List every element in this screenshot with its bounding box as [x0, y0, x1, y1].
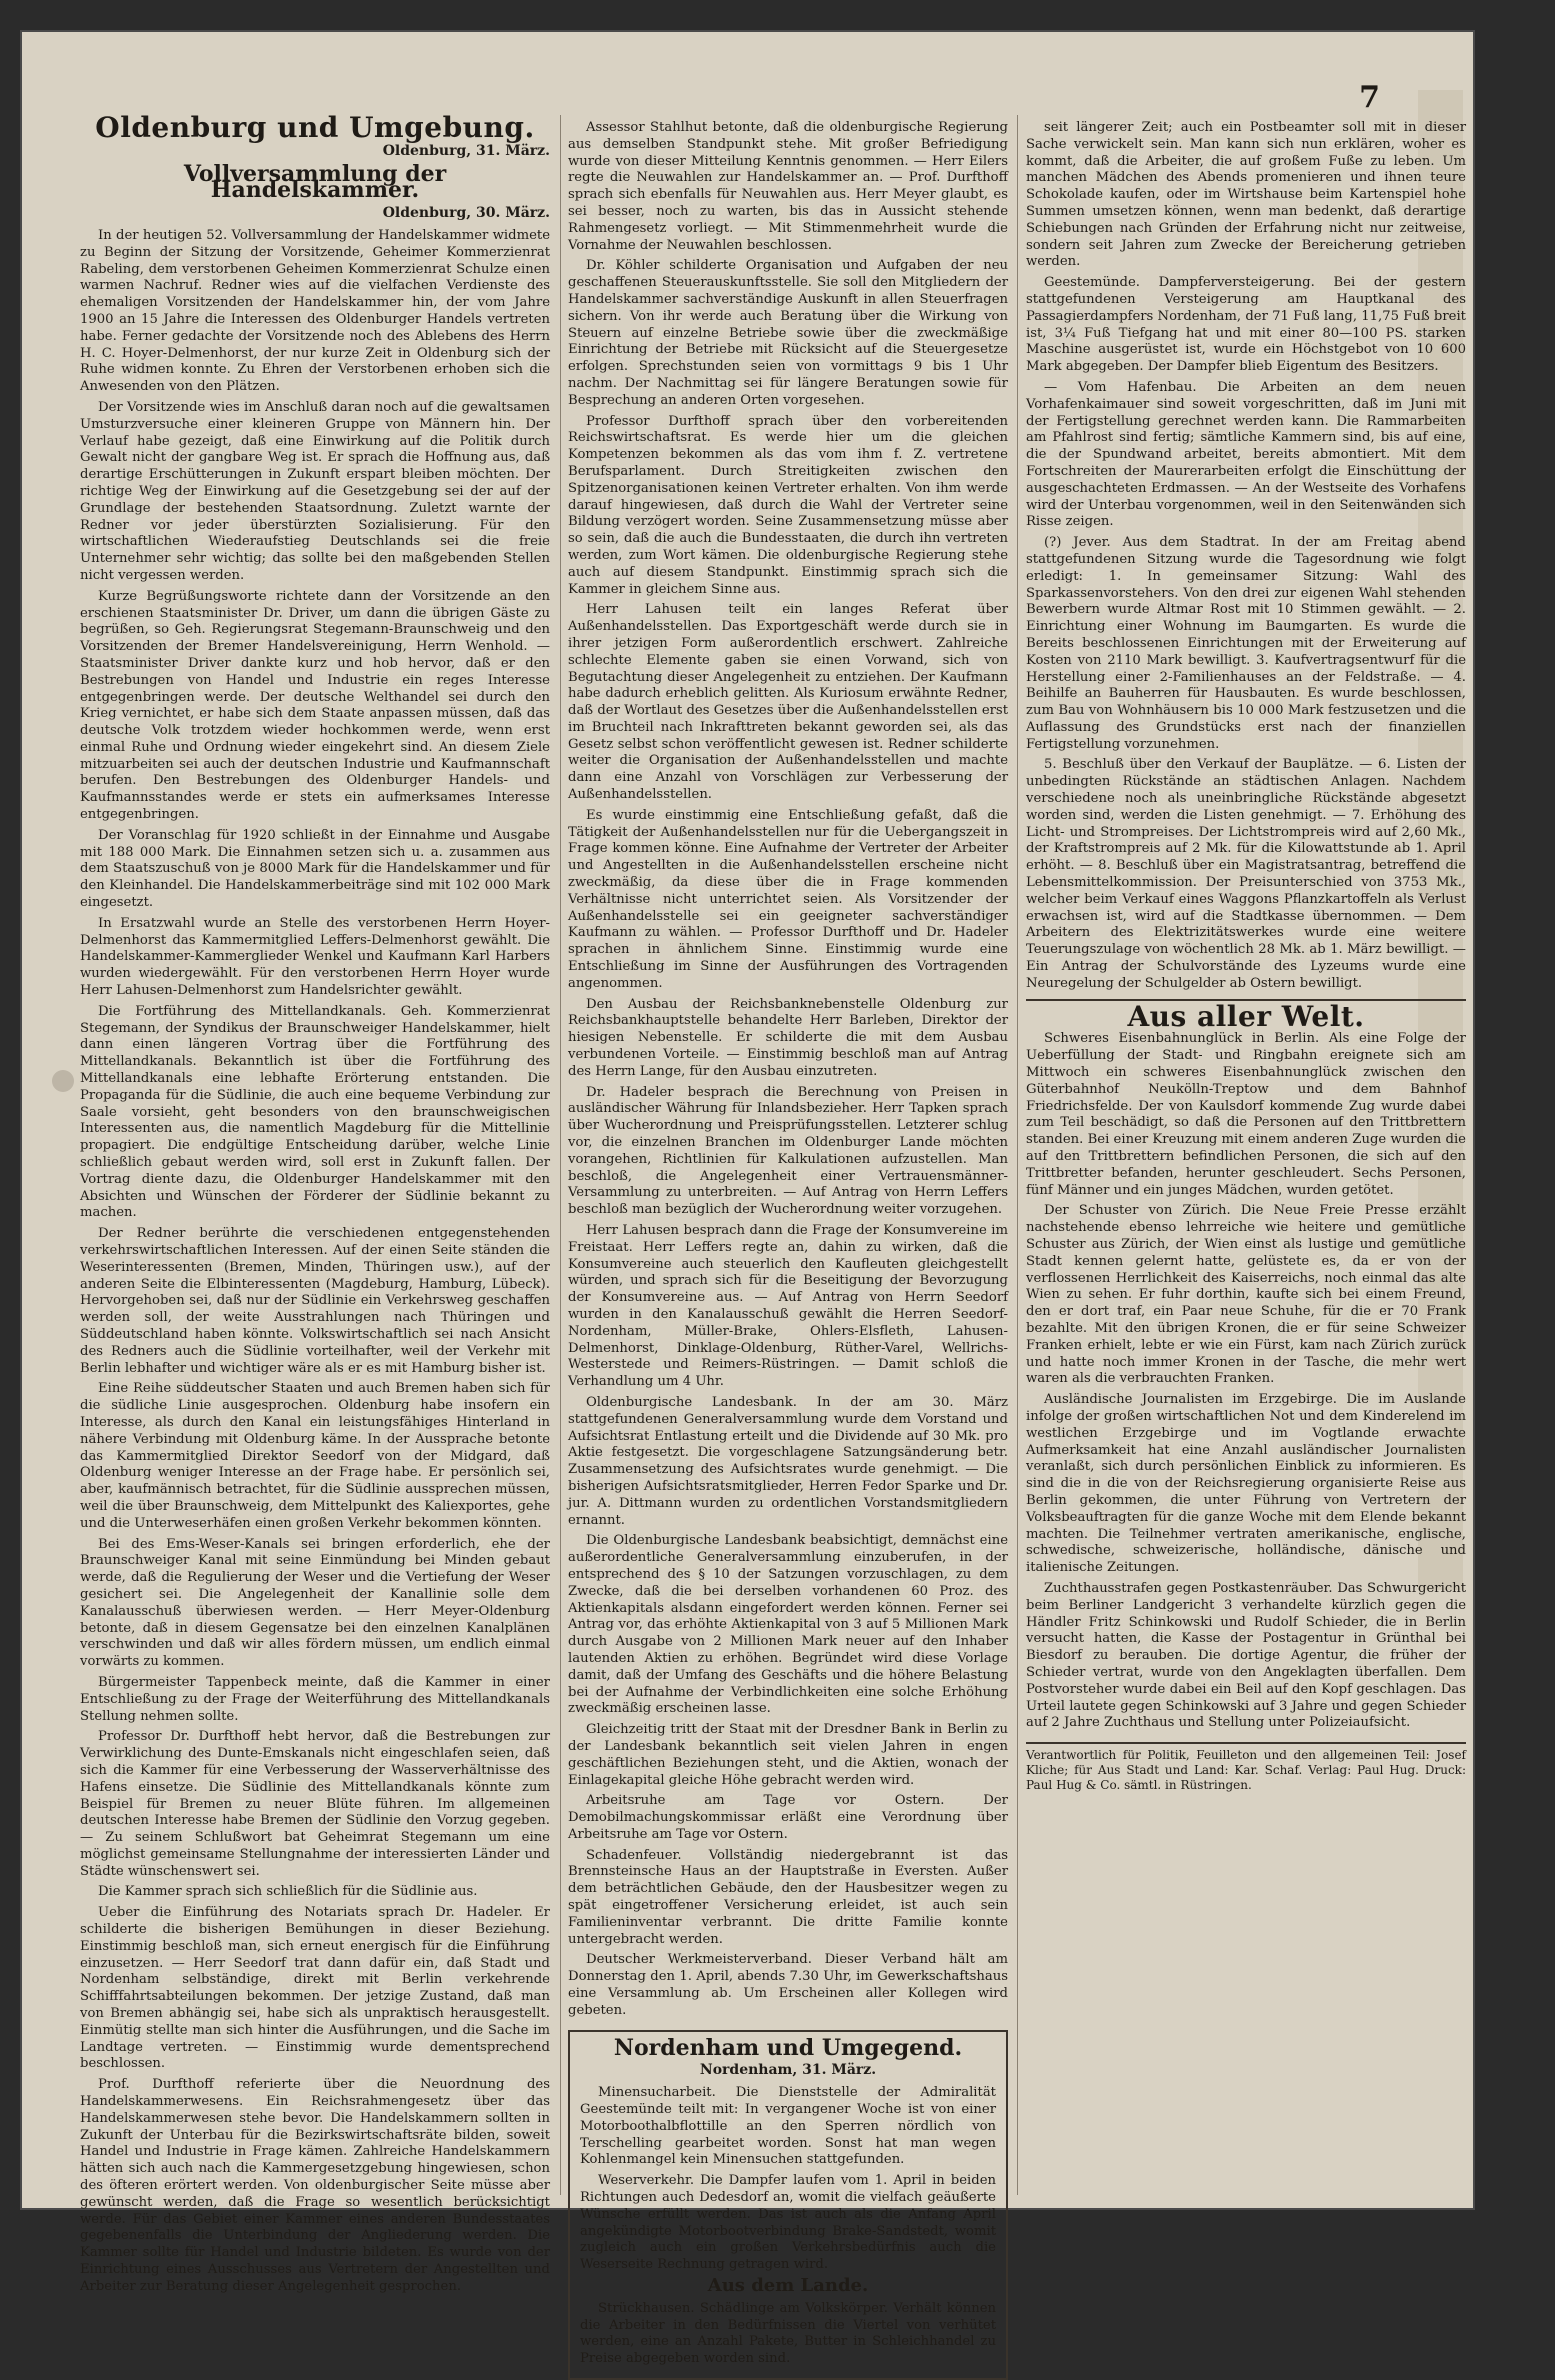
- paragraph: Die Fortführung des Mittellandkanals. Geh. Kommerzienrat Stegemann, der Syndikus der Braunschweiger Handelskammer, hielt dann einen längeren Vortrag über die Fortführung des Mittellandkanals. Bekanntlich ist über die Fortführung des Mittellandkanals eine lebhafte Erörterung entstanden. Die Propaganda für die Südlinie, die auch eine bequeme Verbindung zur Saale vorsieht, geht besonders von den braunschweigischen Interessenten aus, die namentlich Magdeburg für die Mittellinie propagiert. Die endgültige Entscheidung darüber, welche Linie schließlich gebaut werden wird, soll erst in Zukunft fallen. Der Vortrag diente dazu, die Oldenburger Handelskammer mit den Absichten und Wünschen der Förderer der Südlinie bekannt zu machen.: [80, 1003, 550, 1221]
- newspaper-page: [20, 30, 1475, 2367]
- paragraph: Geestemünde. Dampferversteigerung. Bei der gestern stattgefundenen Versteigerung am Hauptkanal des Passagierdampfers Nordenham, der 71 Fuß lang, 11,75 Fuß breit ist, 3¼ Fuß Tiefgang hat und mit einer 80—100 PS. starken Maschine ausgerüstet ist, wurde ein Höchstgebot von 10 600 Mark abgegeben. Der Dampfer blieb Eigentum des Besitzers.: [1026, 275, 1466, 375]
- article-body: [1026, 1031, 1466, 1732]
- paragraph: Gleichzeitig tritt der Staat mit der Dresdner Bank in Berlin zu der Landesbank bekanntlich seit vielen Jahren in engen geschäftlichen Beziehungen steht, und die Aktien, wonach der Einlagekapital gleiche Höhe gebracht werden wird.: [568, 1722, 1008, 1788]
- column-1: [80, 111, 550, 2294]
- paragraph: Herr Lahusen besprach dann die Frage der Konsumvereine im Freistaat. Herr Leffers regte an, dahin zu wirken, daß die Konsumvereine auch steuerlich den Kaufleuten gleichgestellt würden, und sprach sich für die Beseitigung der Bevorzugung der Konsumvereine aus. — Auf Antrag von Herrn Seedorf wurden in den Kanalausschuß gewählt die Herren Seedorf-Nordenham, Müller-Brake, Ohlers-Elsfleth, Lahusen-Delmenhorst, Dinklage-Oldenburg, Rüther-Varel, Wellrichs-Westerstede und Reimers-Rüstringen. — Damit schloß die Verhandlung um 4 Uhr.: [568, 1223, 1008, 1390]
- paragraph: Prof. Durfthoff referierte über die Neuordnung des Handelskammerwesens. Ein Reichsrahmengesetz über das Handelskammerwesen stehe bevor. Die Handelskammern sollten in Zukunft der Unterbau für die Bezirkswirtschaftsräte bilden, soweit Handel und Industrie in Frage kämen. Zahlreiche Handelskammern hätten sich auch nach die Kammergesetzgebung hingewiesen, schon des öfteren erörtert werden. Von oldenburgischer Seite müsse aber gewünscht werden, daß die Frage so wesentlich berücksichtigt werde. Für das Gebiet einer Kammer eines anderen Bundesstaates gegebenenfalls die Unterbindung der Angliederung werden. Die Kammer sollte für Handel und Industrie bildeten. Es wurde von der Einrichtung eines Ausschusses aus Vertretern der Angestellten und Arbeiter zur Beratung dieser Angelegenheit gesprochen.: [80, 2077, 550, 2294]
- paragraph: Eine Reihe süddeutscher Staaten und auch Bremen haben sich für die südliche Linie ausgesprochen. Oldenburg habe insofern ein Interesse, als durch den Kanal ein leistungsfähiges Hinterland in nähere Verbindung mit Oldenburg käme. In der Aussprache betonte das Kammermitglied Direktor Seedorf von der Midgard, daß Oldenburg weniger Interesse an der Frage habe. Er persönlich sei, aber, kaufmännisch betrachtet, für die Südlinie aussprechen müssen, weil die über Braunschweig, dem Mittelpunkt des Kaliexportes, gehe und die Unterweserhäfen einen großen Verkehr bekommen könnten.: [80, 1381, 550, 1531]
- article-body: [580, 2301, 996, 2368]
- paragraph: Bei des Ems-Weser-Kanals sei bringen erforderlich, ehe der Braunschweiger Kanal mit seine Einmündung bei Minden gebaut werde, daß die Regulierung der Weser und die Vertiefung der Weser gesichert sei. Die Angelegenheit der Kanallinie solle dem Kanalausschuß überwiesen werden. — Herr Meyer-Oldenburg betonte, daß in diesem Gegensatze bei den einzelnen Kanalplänen verschwinden und daß wir alles fördern müssen, um endlich einmal vorwärts zu kommen.: [80, 1536, 550, 1670]
- paragraph: Ausländische Journalisten im Erzgebirge. Die im Auslande infolge der großen wirtschaftlichen Not und dem Kinderelend im westlichen Erzgebirge und im Vogtlande erwachte Aufmerksamkeit hat eine Anzahl ausländischer Journalisten veranlaßt, sich durch persönlichen Einblick zu informieren. Es sind die in die von der Reichsregierung organisierte Reise aus Berlin gekommen, die unter Führung von Vertretern der Volksbeauftragten für die ganze Woche mit dem Elende bekannt machten. Die Teilnehmer vertraten amerikanische, englische, schwedische, schweizerische, holländische, dänische und italienische Zeitungen.: [1026, 1392, 1466, 1576]
- paragraph: Dr. Köhler schilderte Organisation und Aufgaben der neu geschaffenen Steuerauskunftsstelle. Sie soll den Mitgliedern der Handelskammer sachverständige Auskunft in allen Steuerfragen sichern. Von ihr werde auch Beratung über die Wirkung von Steuern auf einzelne Betriebe sowie über die zweckmäßige Einrichtung der Betriebe mit Rücksicht auf die Steuergesetze erfolgen. Sprechstunden seien von vormittags 9 bis 1 Uhr nachm. Der Nachmittag sei für längere Beratungen sowie für Besprechung an anderen Orten vorgesehen.: [568, 258, 1008, 408]
- paragraph: Bürgermeister Tappenbeck meinte, daß die Kammer in einer Entschließung zu der Frage der Weiterführung des Mittellandkanals Stellung nehmen sollte.: [80, 1674, 550, 1724]
- article-heading: Vollversammlung der Handelskammer.: [183, 160, 447, 204]
- paragraph: Die Kammer sprach sich schließlich für die Südlinie aus.: [98, 1884, 478, 1900]
- paragraph: Professor Durfthoff sprach über den vorbereitenden Reichswirtschaftsrat. Es werde hier um die gleichen Kompetenzen bekommen als das vom ihm f. Z. vertretene Berufsparlament. Durch Streitigkeiten zwischen den Spitzenorganisationen keinen Vertreter erhalten. Von ihm werde darauf hingewiesen, daß durch die Wahl der Vertreter seine Bildung verzögert worden. Seine Zusammensetzung müsse aber so sein, daß die auch die Bundesstaaten, die durch ihn vertreten werden, zum Wort kämen. Die oldenburgische Regierung stehe auch auf diesem Standpunkt. Einstimmig sprach sich die Kammer in gleichem Sinne aus.: [568, 413, 1008, 597]
- paragraph: Den Ausbau der Reichsbanknebenstelle Oldenburg zur Reichsbankhauptstelle behandelte Herr Barleben, Direktor der hiesigen Nebenstelle. Er schilderte die mit dem Ausbau verbundenen Vorteile. — Einstimmig beschloß man auf Antrag des Herrn Lange, für den Ausbau einzutreten.: [568, 996, 1008, 1079]
- ink-stain: [52, 1070, 74, 1092]
- section-heading: Nordenham und Umgegend.: [613, 2034, 963, 2061]
- paragraph: In der heutigen 52. Vollversammlung der Handelskammer widmete zu Beginn der Sitzung der Vorsitzende, Geheimer Kommerzienrat Rabeling, dem verstorbenen Geheimen Kommerzienrat Schulze einen warmen Nachruf. Redner wies auf die vielfachen Verdienste des ehemaligen Vorsitzenden der Handelskammer hin, der vom Jahre 1900 an 15 Jahre die Interessen des Oldenburger Handels vertreten habe. Ferner gedachte der Vorsitzende noch des Ablebens des Herrn H. C. Hoyer-Delmenhorst, der nur kurze Zeit in Oldenburg sich der Ruhe widmen konnte. Zu Ehren der Verstorbenen erhoben sich die Anwesenden von den Plätzen.: [80, 227, 550, 395]
- page-number: 7: [1359, 80, 1380, 115]
- paragraph: Minensucharbeit. Die Dienststelle der Admiralität Geestemünde teilt mit: In vergangener Woche ist von einer Motorboothalbflottille an den Sperren nördlich von Terschelling gearbeitet worden. Sonst hat man wegen Kohlenmangel kein Minensuchen stattgefunden.: [580, 2085, 996, 2168]
- paragraph: In Ersatzwahl wurde an Stelle des verstorbenen Herrn Hoyer-Delmenhorst das Kammermitglied Leffers-Delmenhorst gewählt. Die Handelskammer-Kammerglieder Wenkel und Kaufmann Karl Harbers wurden wiedergewählt. Für den verstorbenen Herrn Hoyer wurde Herr Lahusen-Delmenhorst zum Handelsrichter gewählt.: [80, 915, 550, 999]
- paragraph: Strückhausen. Schädlinge am Volkskörper. Verhält können die Arbeiter in den Bedürfnissen die Viertel von verhütet werden, eine an Anzahl Pakete, Butter in Schleichhandel zu Preise abgegeben worden sind.: [580, 2300, 996, 2367]
- dateline: Oldenburg, 30. März.: [382, 205, 550, 222]
- paragraph: — Vom Hafenbau. Die Arbeiten an dem neuen Vorhafenkaimauer sind soweit vorgeschritten, daß im Juni mit der Fertigstellung gerechnet werden kann. Die Rammarbeiten am Pfahlrost sind fertig; sämtliche Kammern sind, bis auf eine, die der Spundwand arbeitet, bereits abmontiert. Mit dem Fortschreiten der Maurerarbeiten erfolgt die Einschüttung der ausgeschachteten Erdmassen. — An der Westseite des Vorhafens wird der Unterbau vorgenommen, weil in den Seitenwänden sich Risse zeigen.: [1026, 379, 1466, 530]
- paragraph: Herr Lahusen teilt ein langes Referat über Außenhandelsstellen. Das Exportgeschäft werde durch sie in ihrer jetzigen Form außerordentlich erschwert. Zahlreiche schlechte Elemente gaben sie einen Vorwand, sich von Begutachtung dieser Angelegenheit zu entziehen. Der Kaufmann habe dadurch erheblich gelitten. Als Kuriosum erwähnte Redner, daß der Wortlaut des Gesetzes über die Außenhandelsstellen erst im Bruchteil nach Inkrafttreten bekannt geworden sei, als das Gesetz selbst schon veröffentlicht gewesen ist. Redner schilderte weiter die Organisation der Außenhandelsstellen und machte dann eine Anzahl von Vorschlägen zur Verbesserung der Außenhandelsstellen.: [568, 602, 1008, 803]
- paragraph: (?) Jever. Aus dem Stadtrat. In der am Freitag abend stattgefundenen Sitzung wurde die Tagesordnung wie folgt erledigt: 1. In gemeinsamer Sitzung: Wahl des Sparkassenvorstehers. Von den drei zur eigenen Wahl stehenden Bewerbern wurde Altmar Rost mit 10 Stimmen gewählt. — 2. Einrichtung einer Wohnung im Baumgarten. Es wurde die Bereits beschlossenen Einrichtungen mit der Erweiterung auf Kosten von 2110 Mark bewilligt. 3. Kaufvertragsentwurf für die Herstellung einer 2-Familienhauses an der Feldstraße. — 4. Beihilfe an Bauherren für Hausbauten. Es wurde beschlossen, zum Bau von Wohnhäusern bis 10 000 Mark festzusetzen und die Auflassung des Grundstücks erst nach der finanziellen Fertigstellung vorzunehmen.: [1026, 535, 1466, 752]
- section-heading: Aus aller Welt.: [1127, 999, 1365, 1033]
- paragraph: Der Vorsitzende wies im Anschluß daran noch auf die gewaltsamen Umsturzversuche einer kleineren Gruppe von Männern hin. Der Verlauf habe gezeigt, daß eine Einwirkung auf die Politik durch Gewalt nicht der gangbare Weg ist. Er sprach die Hoffnung aus, daß derartige Erschütterungen in Zukunft erspart bleiben möchten. Der richtige Weg der Einwirkung auf die Gesetzgebung sei der auf der Grundlage der bestehenden Staatsordnung. Zuletzt warnte der Redner vor jeder überstürzten Sozialisierung. Für den wirtschaftlichen Wiederaufstieg Deutschlands sei die freie Unternehmer sehr wichtig; das sollte bei den maßgebenden Stellen nicht vergessen werden.: [80, 399, 550, 583]
- column-2: [568, 120, 1008, 2367]
- article-body: [580, 2085, 996, 2274]
- nordenham-box: [568, 2030, 1008, 2380]
- section-heading: Aus dem Lande.: [707, 2275, 869, 2297]
- paragraph: Die Oldenburgische Landesbank beabsichtigt, demnächst eine außerordentliche Generalversammlung einzuberufen, in der entsprechend des § 10 der Satzungen vorzuschlagen, zu dem Zwecke, daß die bei derselben vorhandenen 60 Proz. des Aktienkapitals alsdann eingefordert werden können. Ferner sei Antrag vor, das erhöhte Aktienkapital von 3 auf 5 Millionen Mark durch Ausgabe von 2 Millionen Mark neuer auf den Inhaber lautenden Aktien zu erhöhen. Begründet wird diese Vorlage damit, daß der Umfang des Geschäfts und die höhere Belastung bei der Aufnahme der Verbindlichkeiten eine solche Erhöhung zweckmäßig erscheinen lasse.: [568, 1533, 1008, 1717]
- column-rule: [560, 115, 561, 2195]
- paragraph: Der Voranschlag für 1920 schließt in der Einnahme und Ausgabe mit 188 000 Mark. Die Einnahmen setzen sich u. a. zusammen aus dem Staatszuschuß von je 8000 Mark für die Handelskammer und für den Kleinhandel. Die Handelskammerbeiträge sind mit 102 000 Mark eingesetzt.: [80, 827, 550, 911]
- paragraph: Zuchthausstrafen gegen Postkastenräuber. Das Schwurgericht beim Berliner Landgericht 3 verhandelte kürzlich gegen die Händler Fritz Schinkowski und Rudolf Schieder, die in Berlin versucht hatten, die Kasse der Postagentur in Grünthal bei Biesdorf zu berauben. Die dortige Agentur, die früher der Schieder vertrat, wurde von den Angeklagten überfallen. Dem Postvorsteher wurde dabei ein Beil auf den Kopf geschlagen. Das Urteil lautete gegen Schinkowski auf 3 Jahre und gegen Schieder auf 2 Jahre Zuchthaus und Stellung unter Polizeiaufsicht.: [1026, 1580, 1466, 1731]
- paragraph: seit längerer Zeit; auch ein Postbeamter soll mit in dieser Sache verwickelt sein. Man kann sich nun erklären, woher es kommt, daß die Arbeiter, die auf großem Fuße zu leben. Um manchen Mädchen des Abends promenieren und ihnen teure Schokolade kaufen, oder im Wirtshause beim Kartenspiel hohe Summen umsetzen können, wenn man bedenkt, daß derartige Schiebungen nach Gründen der Erfahrung nicht nur zeitweise, sondern seit Jahren zum Zwecke der Bereicherung getrieben werden.: [1026, 120, 1466, 270]
- paragraph: 5. Beschluß über den Verkauf der Bauplätze. — 6. Listen der unbedingten Rückstände an städtischen Anlagen. Nachdem verschiedene noch als uneinbringliche Rückstände abgesetzt worden sind, werden die Listen genehmigt. — 7. Erhöhung des Licht- und Strompreises. Der Lichtstrompreis wird auf 2,60 Mk., der Kraftstrompreis auf 2 Mk. für die Kilowattstunde ab 1. April erhöht. — 8. Beschluß über ein Magistratsantrag, betreffend die Lebensmittelkommission. Der Preisunterschied von 3753 Mk., welcher beim Verkauf eines Waggons Pflanzkartoffeln als Verlust erwachsen ist, wird auf die Stadtkasse übernommen. — Dem Arbeitern des Elektrizitätswerkes wurde eine weitere Teuerungszulage von wöchentlich 28 Mk. ab 1. März bewilligt. — Ein Antrag der Schulvorstände des Lyzeums wurde eine Neuregelung der Schulgelder ab Ostern bewilligt.: [1026, 757, 1466, 991]
- paragraph: Weserverkehr. Die Dampfer laufen vom 1. April in beiden Richtungen auch Dedesdorf an, womit die vielfach geäußerte Wünsche erfüllt werden. Das ist auch als die Anfang April angekündigte Motorbootverbindung Brake-Sandstedt, womit zugleich auch ein großen Verkehrsbedürfnis auch die Weserseite Rechnung getragen wird.: [580, 2173, 996, 2273]
- paragraph: Kurze Begrüßungsworte richtete dann der Vorsitzende an den erschienen Staatsminister Dr. Driver, um dann die übrigen Gäste zu begrüßen, so Geh. Regierungsrat Stegemann-Braunschweig und den Vorsitzenden der Bremer Handelsvereinigung, Herrn Wenhold. — Staatsminister Driver dankte kurz und hob hervor, daß er den Bestrebungen von Handel und Industrie ein reges Interesse entgegenbringen werde. Der deutsche Welthandel sei durch den Krieg vernichtet, er habe sich dem Staate anpassen müssen, daß das deutsche Volk trotzdem wieder hochkommen werde, wenn erst einmal Ruhe und Ordnung wieder eingekehrt sind. An diesem Ziele mitzuarbeiten sei auch der deutschen Industrie und Kaufmannschaft berufen. Den Bestrebungen des Oldenburger Handels- und Kaufmannsstandes werde er stets ein aufmerksames Interesse entgegenbringen.: [80, 588, 550, 823]
- paragraph: Der Redner berührte die verschiedenen entgegenstehenden verkehrswirtschaftlichen Interessen. Auf der einen Seite ständen die Weserinteressenten (Bremen, Minden, Thüringen usw.), auf der anderen Seite die Elbinteressenten (Magdeburg, Hamburg, Lübeck). Hervorgehoben sei, daß nur der Südlinie ein Verkehrsweg geschaffen werden soll, der weite Ausstrahlungen nach Thüringen und Süddeutschland haben könnte. Volkswirtschaftlich sei nach Ansicht des Redners auch die Südlinie vorteilhafter, weil der Verkehr mit Berlin lebhafter und wichtiger wäre als er es mit Hamburg bisher ist.: [80, 1226, 550, 1376]
- column-3: [1026, 120, 1466, 2190]
- paragraph: Ueber die Einführung des Notariats sprach Dr. Hadeler. Er schilderte die bisherigen Bemühungen in dieser Beziehung. Einstimmig beschloß man, sich erneut energisch für die Einführung einzusetzen. — Herr Seedorf trat dann dafür ein, daß Stadt und Nordenham selbständige, direkt mit Berlin verkehrende Schifffahrtsabteilungen bekommen. Der jetzige Zustand, daß man von Bremen abhängig sei, habe sich als unpraktisch herausgestellt. Einmütig stellte man sich hinter die Ausführungen, und die Sache im Landtage vertreten. — Einstimmig wurde dementsprechend beschlossen.: [80, 1905, 550, 2072]
- dateline: Nordenham, 31. März.: [699, 2062, 877, 2079]
- article-body: [568, 120, 1008, 2020]
- paragraph: Arbeitsruhe am Tage vor Ostern. Der Demobilmachungskommissar erläßt eine Verordnung über Arbeitsruhe am Tage vor Ostern.: [568, 1793, 1008, 1842]
- article-body: [80, 228, 550, 2296]
- paragraph: Assessor Stahlhut betonte, daß die oldenburgische Regierung aus demselben Standpunkt stehe. Mit großer Befriedigung wurde von dieser Mitteilung Kenntnis genommen. — Herr Eilers regte die Neuwahlen zur Handelskammer an. — Prof. Durfthoff sprach sich ebenfalls für Neuwahlen aus. Herr Meyer glaubt, es sei besser, noch zu warten, bis das in Aussicht stehende Rahmengesetz vorliegt. — Mit Stimmenmehrheit wurde die Vornahme der Neuwahlen beschlossen.: [568, 120, 1008, 253]
- paragraph: Der Schuster von Zürich. Die Neue Freie Presse erzählt nachstehende ebenso lehrreiche wie heitere und gemütliche Schuster aus Zürich, der Wien einst als lustige und gemütliche Stadt kennen gelernt hatte, gelüstete es, da er von der verflossenen Herrlichkeit des Kaiserreichs, noch einmal das alte Wien zu sehen. Er fuhr dorthin, kaufte sich bei einem Freund, den er dort traf, ein Paar neue Schuhe, für die er 70 Frank bezahlte. Mit den übrigen Kronen, die er für seine Schweizer Franken erhielt, lebte er wie ein Fürst, kam nach Zürich zurück und hatte noch immer Kronen in der Tasche, die mehr wert waren als die verbrauchten Franken.: [1026, 1203, 1466, 1387]
- column-rule: [1017, 115, 1018, 2195]
- paragraph: Oldenburgische Landesbank. In der am 30. März stattgefundenen Generalversammlung wurde dem Vorstand und Aufsichtsrat Entlastung erteilt und die Dividende auf 30 Mk. pro Aktie festgesetzt. Die vorgeschlagene Satzungsänderung betr. Zusammensetzung des Aufsichtsrates wurde genehmigt. — Die bisherigen Aufsichtsratsmitglieder, Herren Fedor Sparke und Dr. jur. A. Dittmann wurden zu ordentlichen Vorstandsmitgliedern ernannt.: [568, 1394, 1008, 1528]
- dateline: Oldenburg, 31. März.: [382, 142, 550, 159]
- paragraph: Dr. Hadeler besprach die Berechnung von Preisen in ausländischer Währung für Inlandsbezieher. Herr Tapken sprach über Wucherordnung und Preisprüfungsstellen. Letzterer schlug vor, die einzelnen Branchen im Oldenburger Lande möchten vorangehen, Richtlinien für Kalkulationen aufzustellen. Man beschloß, die Angelegenheit einer Vertrauensmänner-Versammlung zu unterbreiten. — Auf Antrag von Herrn Leffers beschloß man bezüglich der Wucherordnung weiter vorzugehen.: [568, 1084, 1008, 1218]
- paragraph: Professor Dr. Durfthoff hebt hervor, daß die Bestrebungen zur Verwirklichung des Dunte-Emskanals nicht eingeschlafen seien, daß sich die Kammer für eine Verbesserung der Wasserverhältnisse des Hafens einsetze. Die Südlinie des Mittellandkanals könnte zum Beispiel für Bremen zu neuer Blüte führen. Im allgemeinen deutschen Interesse habe Bremen der Südlinie den Vorzug gegeben. — Zu seinem Schlußwort bat Geheimrat Stegemann um eine möglichst gemeinsame Stellungnahme der interessierten Länder und Städte wünschenswert sei.: [80, 1729, 550, 1879]
- paragraph: Deutscher Werkmeisterverband. Dieser Verband hält am Donnerstag den 1. April, abends 7.30 Uhr, im Gewerkschaftshaus eine Versammlung ab. Um Erscheinen aller Kollegen wird gebeten.: [568, 1952, 1008, 2018]
- paragraph: Schweres Eisenbahnunglück in Berlin. Als eine Folge der Ueberfüllung der Stadt- und Ringbahn ereignete sich am Mittwoch ein schweres Eisenbahnunglück zwischen den Güterbahnhof Neukölln-Treptow und dem Bahnhof Friedrichsfelde. Der von Kaulsdorf kommende Zug wurde dabei zum Teil beschädigt, so daß die Personen auf den Trittbrettern standen. Bei einer Kreuzung mit einem anderen Zuge wurden die auf den Trittbrettern befindlichen Personen, die sich auf den Trittbretter befanden, herunter geschleudert. Sechs Personen, fünf Männer und ein junges Mädchen, wurden getötet.: [1026, 1031, 1466, 1198]
- article-body: [1026, 120, 1466, 993]
- paragraph: Es wurde einstimmig eine Entschließung gefaßt, daß die Tätigkeit der Außenhandelsstellen nur für die Uebergangszeit in Frage kommen könne. Eine Aufnahme der Vertreter der Arbeiter und Angestellten in die Außenhandelsstellen erscheine nicht zweckmäßig, da diese über die in Frage kommenden Verhältnisse nicht unterrichtet seien. Als Vorsitzender der Außenhandelsstelle sei ein geeigneter sachverständiger Kaufmann zu wählen. — Professor Durfthoff und Dr. Hadeler sprachen in ähnlichem Sinne. Einstimmig wurde eine Entschließung im Sinne der Ausführungen des Vortragenden angenommen.: [568, 807, 1008, 991]
- imprint: Verantwortlich für Politik, Feuilleton und den allgemeinen Teil: Josef Kliche; für Aus Stadt und Land: Kar. Schaf. Verlag: Paul Hug. Druck: Paul Hug & Co. sämtl. in Rüstringen.: [1026, 1742, 1466, 1793]
- paragraph: Schadenfeuer. Vollständig niedergebrannt ist das Brennsteinsche Haus an der Hauptstraße in Eversten. Außer dem beträchtlichen Gebäude, den der Hausbesitzer wegen zu spät eingetroffener Versicherung erleidet, ist auch sein Familieninventar verbrannt. Die dritte Familie konnte untergebracht werden.: [568, 1847, 1008, 1947]
- section-heading: Oldenburg und Umgebung.: [95, 111, 535, 144]
